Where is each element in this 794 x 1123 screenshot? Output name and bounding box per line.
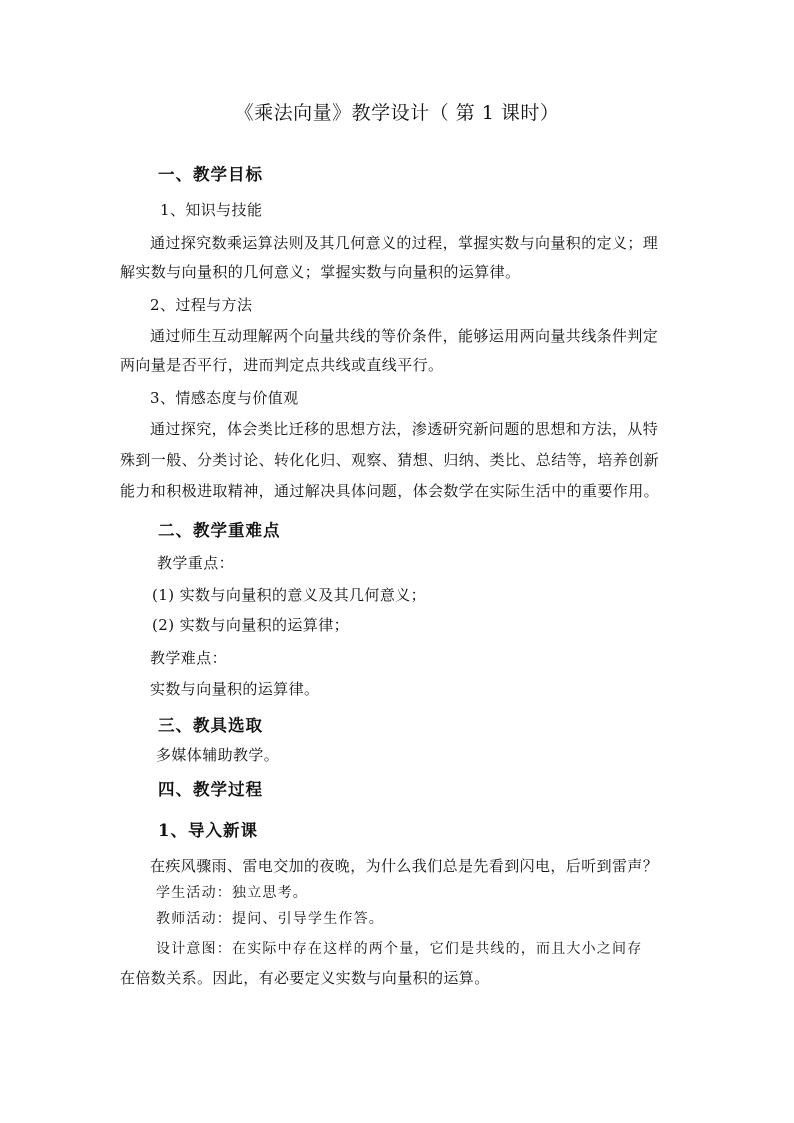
paragraph-line: 两向量是否平行，进而判定点共线或直线平行。 [120,356,444,374]
heading-introduction: 1、导入新课 [158,821,258,840]
subheading-process: 2、过程与方法 [150,296,253,314]
paragraph-line: 在疾风骤雨、雷电交加的夜晚，为什么我们总是先看到闪电，后听到雷声？ [150,857,659,875]
paragraph-line: 解实数与向量积的几何意义；掌握实数与向量积的运算律。 [120,263,521,281]
paragraph-line: 通过师生互动理解两个向量共线的等价条件，能够运用两向量共线条件判定 [150,327,659,345]
paragraph-line: 能力和积极进取精神，通过解决具体问题，体会数学在实际生活中的重要作用。 [120,482,660,500]
label-difficulties: 教学难点： [150,649,228,667]
paragraph-line: 在倍数关系。因此，有必要定义实数与向量积的运算。 [120,969,490,987]
heading-key-points: 二、教学重难点 [158,521,281,540]
subheading-knowledge: 1、知识与技能 [160,201,263,219]
list-item: (1) 实数与向量积的意义及其几何意义； [152,586,427,604]
heading-teaching-goals: 一、教学目标 [158,165,263,184]
label-key-points: 教学重点： [157,554,235,572]
paragraph-line: 教师活动：提问、引导学生作答。 [156,911,384,927]
subheading-attitude: 3、情感态度与价值观 [150,389,299,407]
list-item: (2) 实数与向量积的运算律； [152,616,350,634]
paragraph-line: 殊到一般、分类讨论、转化化归、观察、猜想、归纳、类比、总结等，培养创新 [120,451,660,469]
paragraph-line: 多媒体辅助教学。 [156,746,280,764]
paragraph-line: 学生活动：独立思考。 [156,885,308,901]
heading-teaching-process: 四、教学过程 [158,780,263,799]
paragraph-line: 通过探究数乘运算法则及其几何意义的过程，掌握实数与向量积的定义；理 [150,234,659,252]
paragraph-line: 通过探究，体会类比迁移的思想方法，渗透研究新问题的思想和方法，从特 [150,420,659,438]
paragraph-line: 设计意图：在实际中存在这样的两个量，它们是共线的，而且大小之间存 [156,941,643,957]
heading-teaching-aids: 三、教具选取 [158,716,263,735]
document-title: 《乘法向量》教学设计（ 第 1 课时） [234,102,560,124]
paragraph-line: 实数与向量积的运算律。 [150,680,320,698]
